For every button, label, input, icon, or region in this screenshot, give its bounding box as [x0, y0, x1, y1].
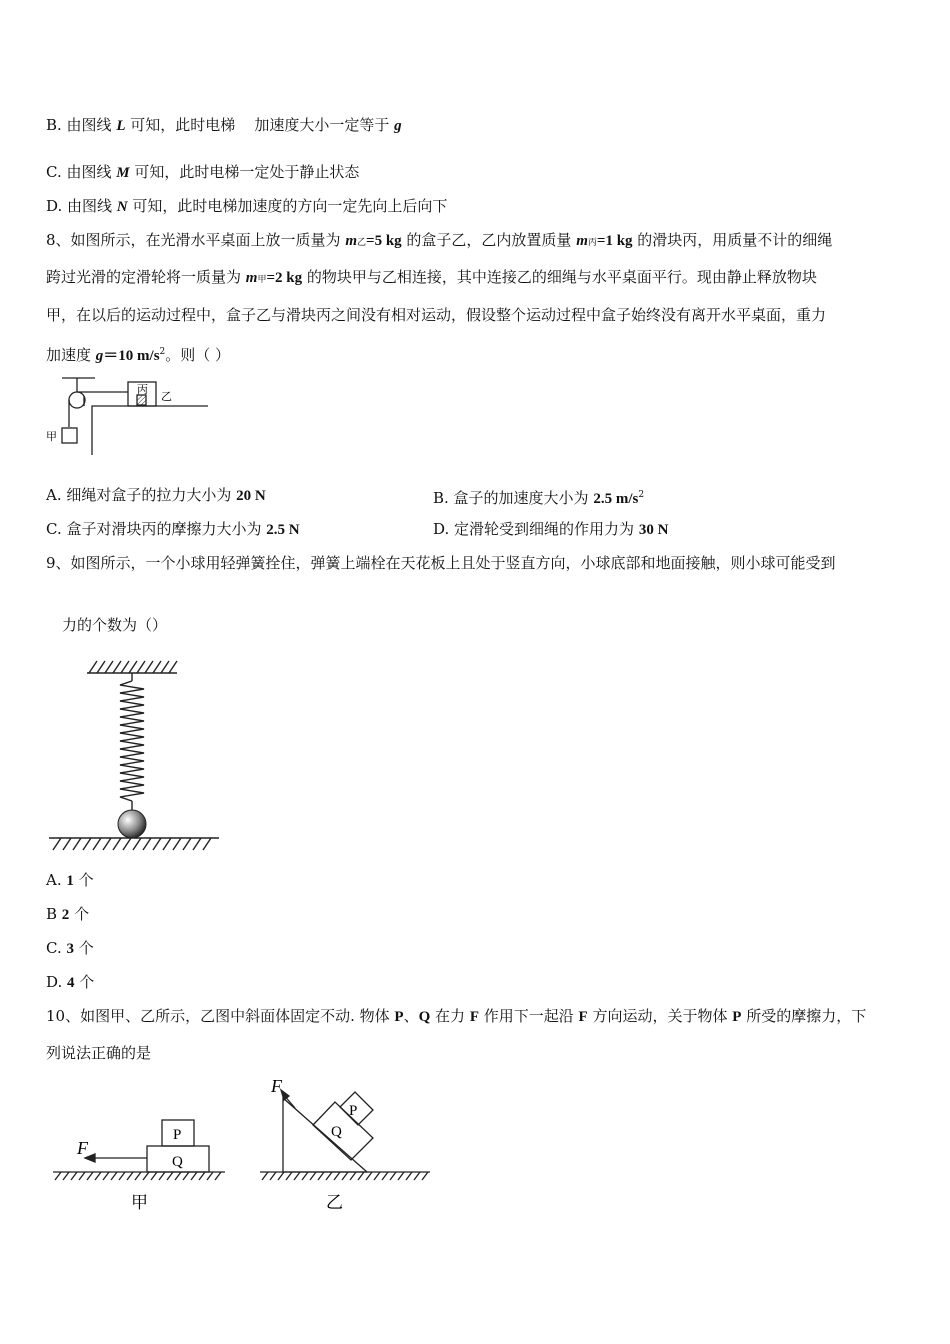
q7-option-c: C. 由图线 M 可知，此时电梯一定处于静止状态	[46, 163, 360, 181]
q8-line-4: 加速度 g＝10 $m/s^2$。则（ ）	[46, 346, 231, 364]
jia-label-q: Q	[172, 1154, 183, 1170]
q9-spring-figure	[45, 655, 225, 855]
q8-line-2: 跨过光滑的定滑轮将一质量为 m甲=2 kg 的物块甲与乙相连接，其中连接乙的细绳与水平桌面平行。现由静止释放物块	[46, 268, 817, 286]
q7-option-d: D. 由图线 N 可知，此时电梯加速度的方向一定先向上后向下	[46, 197, 448, 215]
jia-label-p: P	[173, 1127, 182, 1143]
jia-label-f: F	[77, 1138, 88, 1158]
label-yi: 乙	[161, 391, 172, 403]
yi-label-f: F	[271, 1076, 282, 1096]
pulley	[69, 392, 85, 408]
jia-caption: 甲	[131, 1193, 148, 1212]
q8-option-a: A. 细绳对盒子的拉力大小为 20 N	[46, 486, 266, 504]
q9-option-a: A. 1 个	[46, 871, 94, 889]
q8-option-b: B. 盒子的加速度大小为 2.5 $m/s^2$	[433, 489, 645, 507]
yi-label-p: P	[349, 1103, 358, 1119]
q8-line-1: 8、如图所示，在光滑水平桌面上放一质量为 m乙=5 kg 的盒子乙，乙内放置质量 m丙=1 kg 的滑块丙，用质量不计的细绳	[46, 231, 833, 249]
block-bing	[137, 395, 146, 405]
q10-line-1: 10、如图甲、乙所示，乙图中斜面体固定不动. 物体 P、Q 在力 F 作用下一起沿 F 方向运动，关于物体 P 所受的摩擦力，下	[46, 1007, 867, 1025]
jia-ground-hatch	[55, 1172, 221, 1180]
ball	[118, 810, 146, 838]
q9-option-c: C. 3 个	[46, 939, 94, 957]
ceiling-hatch	[89, 661, 177, 673]
q8-option-c: C. 盒子对滑块丙的摩擦力大小为 2.5 N	[46, 520, 300, 538]
q7-option-b: B. 由图线 L 可知，此时电梯 加速度大小一定等于 g	[46, 116, 402, 134]
q10-line-2: 列说法正确的是	[46, 1044, 152, 1062]
yi-label-q: Q	[331, 1124, 342, 1140]
label-jia: 甲	[46, 431, 57, 443]
q8-pulley-figure	[40, 370, 220, 465]
q9-option-b: B 2 个	[46, 905, 90, 923]
q9-line-2: 力的个数为（）	[62, 616, 168, 634]
block-jia	[62, 428, 77, 443]
q8-line-3: 甲，在以后的运动过程中，盒子乙与滑块丙之间没有相对运动，假设整个运动过程中盒子始终没有离开水平桌面，重力	[46, 306, 827, 324]
q8-option-d: D. 定滑轮受到细绳的作用力为 30 N	[433, 520, 669, 538]
q10-figures	[45, 1070, 445, 1220]
q9-option-d: D. 4 个	[46, 973, 95, 991]
q9-line-1: 9、如图所示，一个小球用轻弹簧拴住，弹簧上端栓在天花板上且处于竖直方向，小球底部和地面接触，则小球可能受到	[46, 554, 836, 572]
label-bing: 丙	[137, 384, 148, 396]
table-edge	[92, 406, 208, 455]
yi-ground-hatch	[262, 1172, 428, 1180]
yi-caption: 乙	[326, 1193, 343, 1212]
spring	[120, 681, 144, 801]
ground-hatch	[53, 838, 211, 850]
